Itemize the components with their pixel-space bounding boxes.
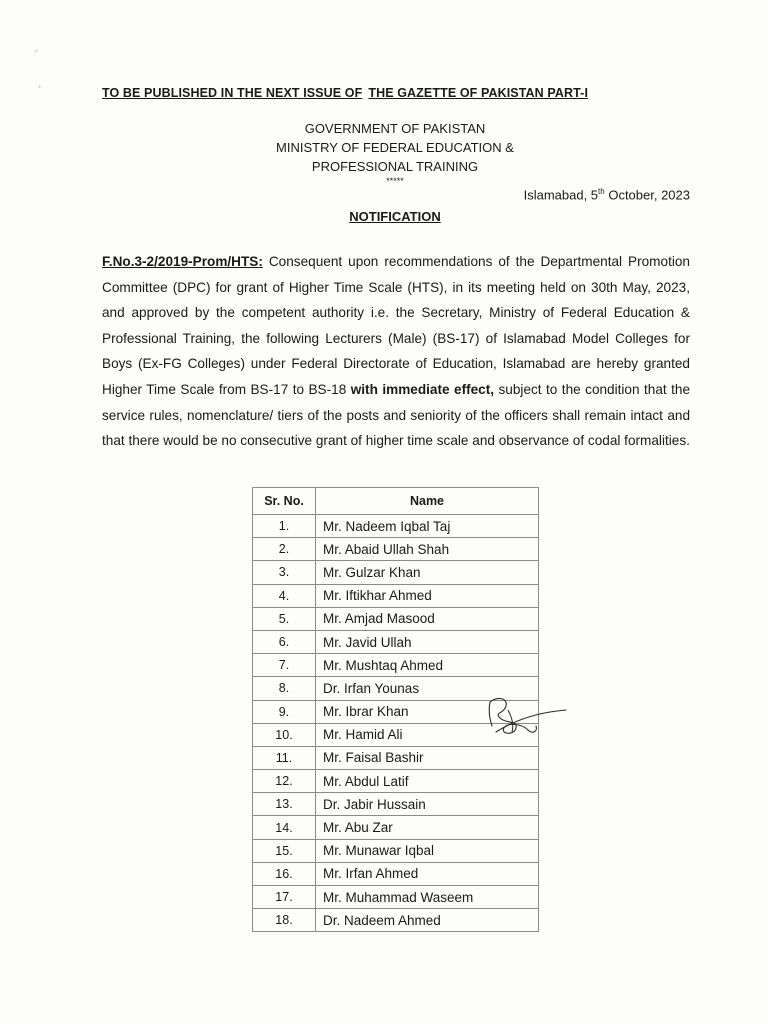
body-text-emphasis: with immediate effect, <box>350 381 495 397</box>
serial-number-cell: 15. <box>253 839 316 862</box>
table-row <box>253 584 539 607</box>
table-row <box>253 909 539 932</box>
name-cell: Mr. Faisal Bashir <box>316 746 539 769</box>
letterhead <box>0 119 768 186</box>
name-cell: Dr. Jabir Hussain <box>316 793 539 816</box>
serial-number-cell: 1. <box>253 515 316 538</box>
serial-number-cell: 13. <box>253 793 316 816</box>
table-row <box>253 862 539 885</box>
scan-speck: ⸝ <box>34 45 38 54</box>
signature-icon <box>478 688 570 744</box>
serial-number-cell: 18. <box>253 909 316 932</box>
serial-number-cell: 3. <box>253 561 316 584</box>
name-cell: Mr. Mushtaq Ahmed <box>316 654 539 677</box>
letterhead-government: GOVERNMENT OF PAKISTAN <box>304 121 486 136</box>
name-cell: Mr. Muhammad Waseem <box>316 886 539 909</box>
table-row <box>253 793 539 816</box>
serial-number-cell: 6. <box>253 630 316 653</box>
name-cell: Dr. Nadeem Ahmed <box>316 909 539 932</box>
serial-number-cell: 11. <box>253 746 316 769</box>
serial-number-cell: 17. <box>253 886 316 909</box>
serial-number-cell: 14. <box>253 816 316 839</box>
notification-title: NOTIFICATION <box>349 209 441 224</box>
name-cell: Mr. Amjad Masood <box>316 607 539 630</box>
body-text-part2: subject to the condition that the service rules, nomenclature/ tiers of the posts and seniority of the officers shall remain intact and that there would be no consecutive grant of higher time scale and observance of codal formalities. <box>102 381 691 449</box>
issue-date <box>524 187 690 202</box>
issue-date-suffix: th <box>598 187 605 196</box>
table-row <box>253 770 539 793</box>
issue-date-prefix: Islamabad, 5 <box>523 187 599 203</box>
serial-number-cell: 2. <box>253 538 316 561</box>
name-cell: Mr. Iftikhar Ahmed <box>316 584 539 607</box>
table-row <box>253 816 539 839</box>
table-row <box>253 630 539 653</box>
name-cell: Dr. Irfan Younas <box>316 677 539 700</box>
name-cell: Mr. Abaid Ullah Shah <box>316 538 539 561</box>
name-cell: Mr. Irfan Ahmed <box>316 862 539 885</box>
gazette-heading-left: TO BE PUBLISHED IN THE NEXT ISSUE OF <box>102 86 363 100</box>
serial-number-cell: 5. <box>253 607 316 630</box>
serial-number-cell: 7. <box>253 654 316 677</box>
table-header-row <box>253 488 539 515</box>
serial-number-cell: 9. <box>253 700 316 723</box>
column-header-name: Name <box>316 488 539 515</box>
letterhead-stars: ***** <box>386 176 404 186</box>
serial-number-cell: 16. <box>253 862 316 885</box>
file-reference: F.No.3-2/2019-Prom/HTS <box>102 254 259 269</box>
table-row <box>253 538 539 561</box>
letterhead-training: PROFESSIONAL TRAINING <box>311 159 479 174</box>
gazette-heading <box>102 86 588 100</box>
notification-body <box>102 249 690 454</box>
table-row <box>253 886 539 909</box>
name-cell: Mr. Javid Ullah <box>316 630 539 653</box>
column-header-sr-no: Sr. No. <box>253 488 316 515</box>
name-cell: Mr. Nadeem Iqbal Taj <box>316 515 539 538</box>
body-text-part1: Consequent upon recommendations of the Departmental Promotion Committee (DPC) for grant of Higher Time Scale (HTS), in its meeting held on 30th May, 2023, and approved by the competent authority i.e. the Secretary, Ministry of Federal Education & Professional Training, the following Lecturers (Male) (BS-17) of Islamabad Model Colleges for Boys (Ex-FG Colleges) under Federal Directorate of Education, Islamabad are hereby granted Higher Time Scale from BS-17 to BS-18 <box>102 254 690 397</box>
serial-number-cell: 12. <box>253 770 316 793</box>
name-cell: Mr. Abu Zar <box>316 816 539 839</box>
table-row <box>253 839 539 862</box>
name-cell: Mr. Hamid Ali <box>316 723 539 746</box>
name-cell: Mr. Munawar Iqbal <box>316 839 539 862</box>
issue-date-rest: October, 2023 <box>604 187 690 203</box>
name-cell: Mr. Gulzar Khan <box>316 561 539 584</box>
name-cell: Mr. Abdul Latif <box>316 770 539 793</box>
file-reference-colon: : <box>258 254 263 269</box>
table-row <box>253 746 539 769</box>
letterhead-ministry: MINISTRY OF FEDERAL EDUCATION & <box>276 140 514 155</box>
table-row <box>253 515 539 538</box>
serial-number-cell: 4. <box>253 584 316 607</box>
scan-speck: ◦ <box>38 82 41 91</box>
table-row <box>253 654 539 677</box>
name-cell: Mr. Ibrar Khan <box>316 700 539 723</box>
table-row <box>253 607 539 630</box>
table-row <box>253 561 539 584</box>
serial-number-cell: 10. <box>253 723 316 746</box>
serial-number-cell: 8. <box>253 677 316 700</box>
gazette-heading-right: THE GAZETTE OF PAKISTAN PART-I <box>368 86 589 100</box>
